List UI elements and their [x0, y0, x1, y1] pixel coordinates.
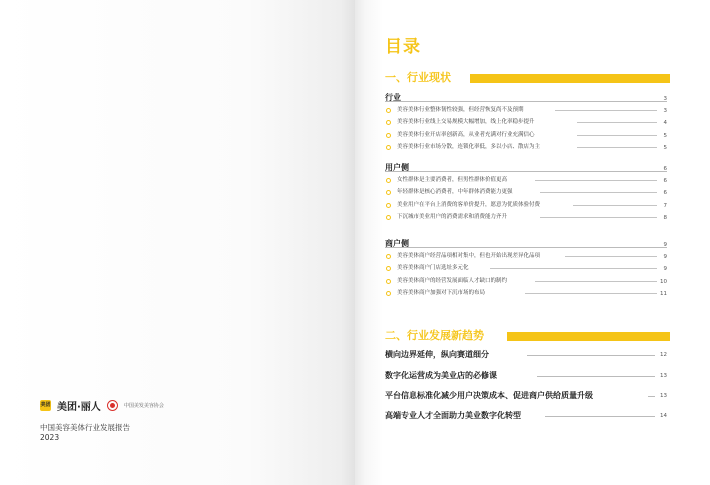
toc-item-text: 美容美体行业市场分散，连锁化率低，多以小店、散店为主 [397, 143, 541, 150]
bullet-icon [386, 190, 391, 195]
bullet-icon [386, 145, 391, 150]
toc-item[interactable] [385, 116, 667, 128]
toc-item-page: 7 [663, 202, 667, 209]
meituan-logo: 美团 [40, 400, 51, 411]
leader-line [555, 110, 657, 111]
leader-line [577, 147, 657, 148]
trend-item-page: 13 [660, 393, 667, 399]
leader-line [490, 268, 657, 269]
group-rule [385, 247, 667, 248]
toc-item-text: 下沉城市美业用户的消费需求和消费能力齐升 [397, 213, 508, 220]
section-2-title: 二、行业发展新趋势 [385, 329, 484, 342]
trend-item-page: 14 [660, 413, 667, 419]
brand-logos [40, 398, 220, 413]
toc-item-page: 9 [663, 254, 667, 260]
leader-line [648, 396, 655, 397]
toc-group-user [385, 162, 667, 223]
toc-item[interactable] [385, 250, 667, 262]
bullet-icon [386, 108, 391, 113]
bullet-icon [386, 215, 391, 220]
toc-item-page: 11 [660, 290, 667, 297]
toc-item[interactable] [385, 287, 667, 299]
toc-item-text: 美容美体商户的经营发展面临人才缺口的制约 [397, 277, 508, 284]
leader-line [540, 217, 657, 218]
group-page: 6 [663, 166, 667, 172]
section-1-header [385, 71, 670, 85]
toc-item-text: 美容美体商户门店选址多元化 [397, 265, 469, 272]
toc-item-text: 美容美体行业整体韧性较强，但经营恢复尚不及预期 [397, 107, 524, 113]
section-2-header [385, 329, 670, 343]
section-2-bar [507, 332, 670, 341]
toc-item-text: 美容美体行业开店率创新高，从业者充满对行业充满信心 [397, 131, 535, 138]
leader-line [535, 281, 657, 282]
leader-line [540, 192, 657, 193]
trend-item-text: 平台信息标准化减少用户决策成本、促进商户供给质量升级 [385, 391, 593, 400]
report-title: 中国美容美体行业发展报告 [40, 423, 130, 432]
toc-item[interactable] [385, 174, 667, 186]
trend-item-text: 横向边界延伸，纵向赛道细分 [385, 350, 489, 359]
leader-line [527, 355, 655, 356]
trend-item[interactable] [385, 389, 667, 403]
leader-line [545, 416, 655, 417]
bullet-icon [386, 203, 391, 208]
group-title: 用户侧 [385, 163, 409, 172]
toc-item-page: 10 [660, 278, 667, 285]
bullet-icon [386, 133, 391, 138]
trend-item[interactable] [385, 369, 667, 383]
toc-item[interactable] [385, 199, 667, 211]
group-title: 行业 [385, 93, 401, 102]
group-rule [385, 101, 667, 102]
trend-item-page: 12 [660, 352, 667, 358]
toc-item[interactable] [385, 275, 667, 287]
toc-item-page: 5 [663, 132, 667, 139]
trend-item-page: 13 [660, 373, 667, 379]
toc-item-page: 8 [663, 214, 667, 221]
toc-item[interactable] [385, 129, 667, 141]
leader-line [537, 376, 655, 377]
trend-item-text: 数字化运营成为美业店的必修课 [385, 371, 497, 380]
bullet-icon [386, 120, 391, 125]
toc-title: 目录 [385, 37, 421, 57]
toc-group-merchant [385, 238, 667, 299]
bullet-icon [386, 291, 391, 296]
report-year: 2023 [40, 433, 60, 442]
toc-item[interactable] [385, 186, 667, 198]
group-title: 商户侧 [385, 239, 409, 248]
toc-item-text: 女性群体是主要消费者，但男性群体价值更高 [397, 177, 508, 183]
toc-item[interactable] [385, 211, 667, 223]
toc-item-text: 年轻群体是核心消费者，中年群体消费能力更强 [397, 189, 513, 196]
leader-line [577, 122, 657, 123]
bullet-icon [386, 254, 391, 259]
group-header[interactable] [385, 238, 667, 250]
toc-item-text: 美容美体商户经营品项相对集中，但也开始出现差异化品项 [397, 253, 541, 259]
bullet-icon [386, 266, 391, 271]
association-name: 中国美发美容协会 [123, 402, 164, 409]
toc-item-page: 6 [663, 178, 667, 184]
section-1-bar [470, 74, 670, 83]
trend-item[interactable] [385, 409, 667, 423]
section-1-title: 一、行业现状 [385, 71, 451, 84]
leader-line [535, 180, 657, 181]
leader-line [573, 205, 657, 206]
brand-block [40, 398, 220, 443]
bullet-icon [386, 178, 391, 183]
group-page: 3 [663, 96, 667, 102]
group-header[interactable] [385, 162, 667, 174]
trend-item-text: 高端专业人才全面助力美业数字化转型 [385, 411, 521, 420]
toc-item-page: 9 [663, 266, 667, 273]
toc-item-text: 美容美体行业线上交易规模大幅增加，线上化率稳步提升 [397, 119, 535, 126]
toc-item-page: 3 [663, 108, 667, 114]
toc-item-text: 美业用户在平台上消费的客单价提升，愿意为优质体验付费 [397, 201, 541, 208]
group-header[interactable] [385, 92, 667, 104]
leader-line [565, 256, 657, 257]
bullet-icon [386, 279, 391, 284]
brand-name: 美团·丽人 [57, 402, 101, 413]
toc-item[interactable] [385, 262, 667, 274]
leader-line [577, 135, 657, 136]
trend-item[interactable] [385, 348, 667, 362]
association-logo [107, 400, 118, 411]
toc-item[interactable] [385, 141, 667, 153]
toc-item-page: 5 [663, 144, 667, 151]
toc-item-text: 美容美体商户加强对下沉市场的布局 [397, 289, 486, 296]
toc-item-page: 6 [663, 190, 667, 197]
toc-item-page: 4 [663, 120, 667, 127]
group-page: 9 [663, 242, 667, 248]
leader-line [525, 293, 657, 294]
toc-group-industry [385, 92, 667, 153]
group-rule [385, 171, 667, 172]
toc-item[interactable] [385, 104, 667, 116]
